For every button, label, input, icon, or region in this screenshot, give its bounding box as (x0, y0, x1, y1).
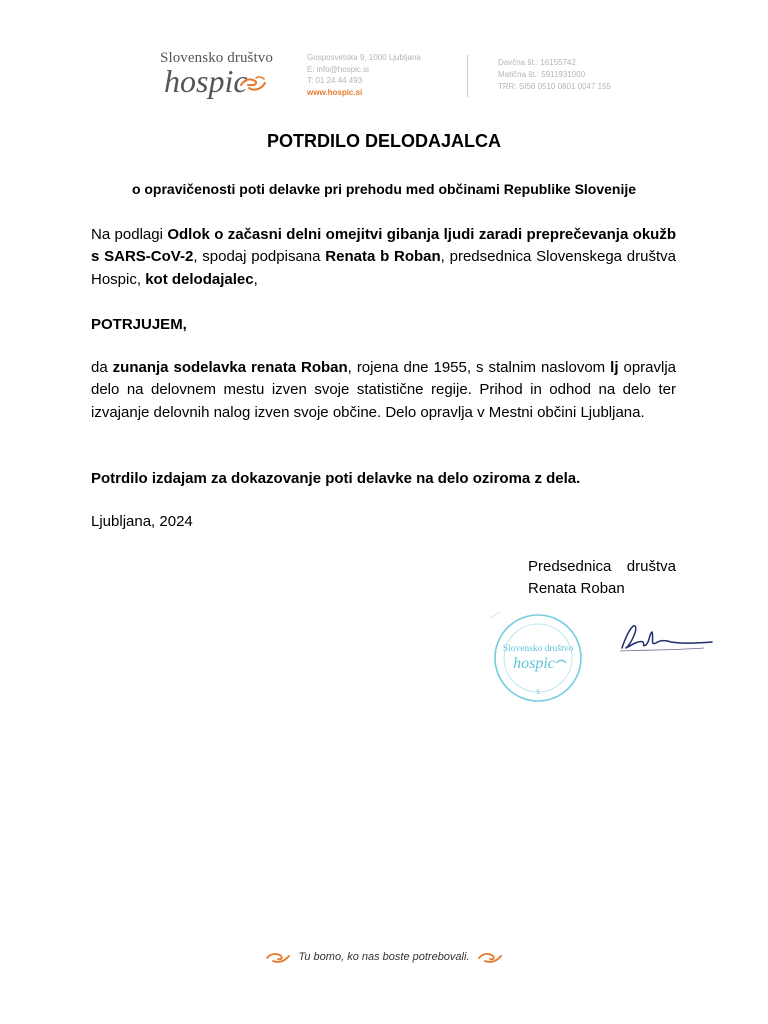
address-text: Gosposvetska 9, 1000 Ljubljana (307, 53, 421, 62)
bank-account-text: TRR: SI56 0510 0801 0047 155 (498, 82, 611, 91)
stamp-number: 5 (536, 690, 540, 696)
p1-text-c: , spodaj podpisana (193, 248, 326, 266)
p1-text-a: Na podlagi (91, 226, 168, 243)
logo-line-2: hospic (164, 63, 248, 99)
legal-basis-paragraph (91, 224, 676, 291)
website-link[interactable]: www.hospic.si (307, 87, 363, 97)
header-divider (467, 55, 468, 97)
tax-info-block (498, 57, 611, 93)
hand-left-icon (265, 950, 291, 964)
p1-text-e: , predsednica Slovenskega društva Hospic, (91, 248, 676, 288)
decree-name: Odlok o začasni delni omejitvi gibanja ljudi zaradi preprečevanja okužb s SARS-CoV-2 (91, 226, 676, 266)
confirm-heading: POTRJUJEM, (91, 316, 187, 333)
stamp-line-1: Slovensko društvo (502, 644, 574, 654)
email-text: E: info@hospic.si (307, 64, 369, 74)
stamp-line-2: hospic (513, 655, 555, 672)
place-date: Ljubljana, 2024 (91, 513, 193, 530)
hand-right-icon (477, 950, 503, 964)
hospic-logo (160, 50, 280, 110)
employer-role: kot delodajalec (145, 270, 254, 288)
footer-slogan: Tu bomo, ko nas boste potrebovali. (298, 950, 470, 963)
registration-number-text: Matična št.: 5911931000 (498, 70, 586, 79)
contact-block (307, 52, 421, 98)
logo-line-1: Slovensko društvo (160, 50, 273, 66)
signer-block: Predsednica društva Renata Roban (528, 558, 676, 598)
p1-text-g: , (253, 270, 258, 288)
p3-text-a: da (91, 359, 113, 376)
signer-name: Renata b Roban (325, 248, 441, 266)
phone-text: T: 01 24 44 493 (307, 76, 363, 85)
official-stamp (486, 608, 586, 703)
footer-slogan-row (0, 950, 768, 964)
document-title: POTRDILO DELODAJALCA (267, 131, 501, 151)
worker-address: lj (610, 359, 619, 376)
tax-number-text: Davčna št.: 16155742 (498, 58, 576, 67)
handwritten-signature (616, 618, 716, 658)
p3-text-c: , rojena dne 1955, s stalnim naslovom (347, 359, 611, 376)
worker-paragraph (91, 357, 676, 424)
purpose-statement: Potrdilo izdajam za dokazovanje poti delavke na delo oziroma z dela. (91, 470, 581, 487)
worker-name: zunanja sodelavka renata Roban (112, 359, 348, 376)
p3-text-e: opravlja delo na delovnem mestu izven svoje statistične regije. Prihod in odhod na delo ter izvajanje delovnih nalog izven svoje občine. Delo opravlja v Mestni občini Ljubljana. (91, 359, 677, 421)
hands-logo-icon (239, 73, 267, 93)
document-subtitle: o opravičenosti poti delavke pri prehodu med občinami Republike Slovenije (131, 181, 637, 197)
stamp-hands-icon (556, 660, 566, 663)
